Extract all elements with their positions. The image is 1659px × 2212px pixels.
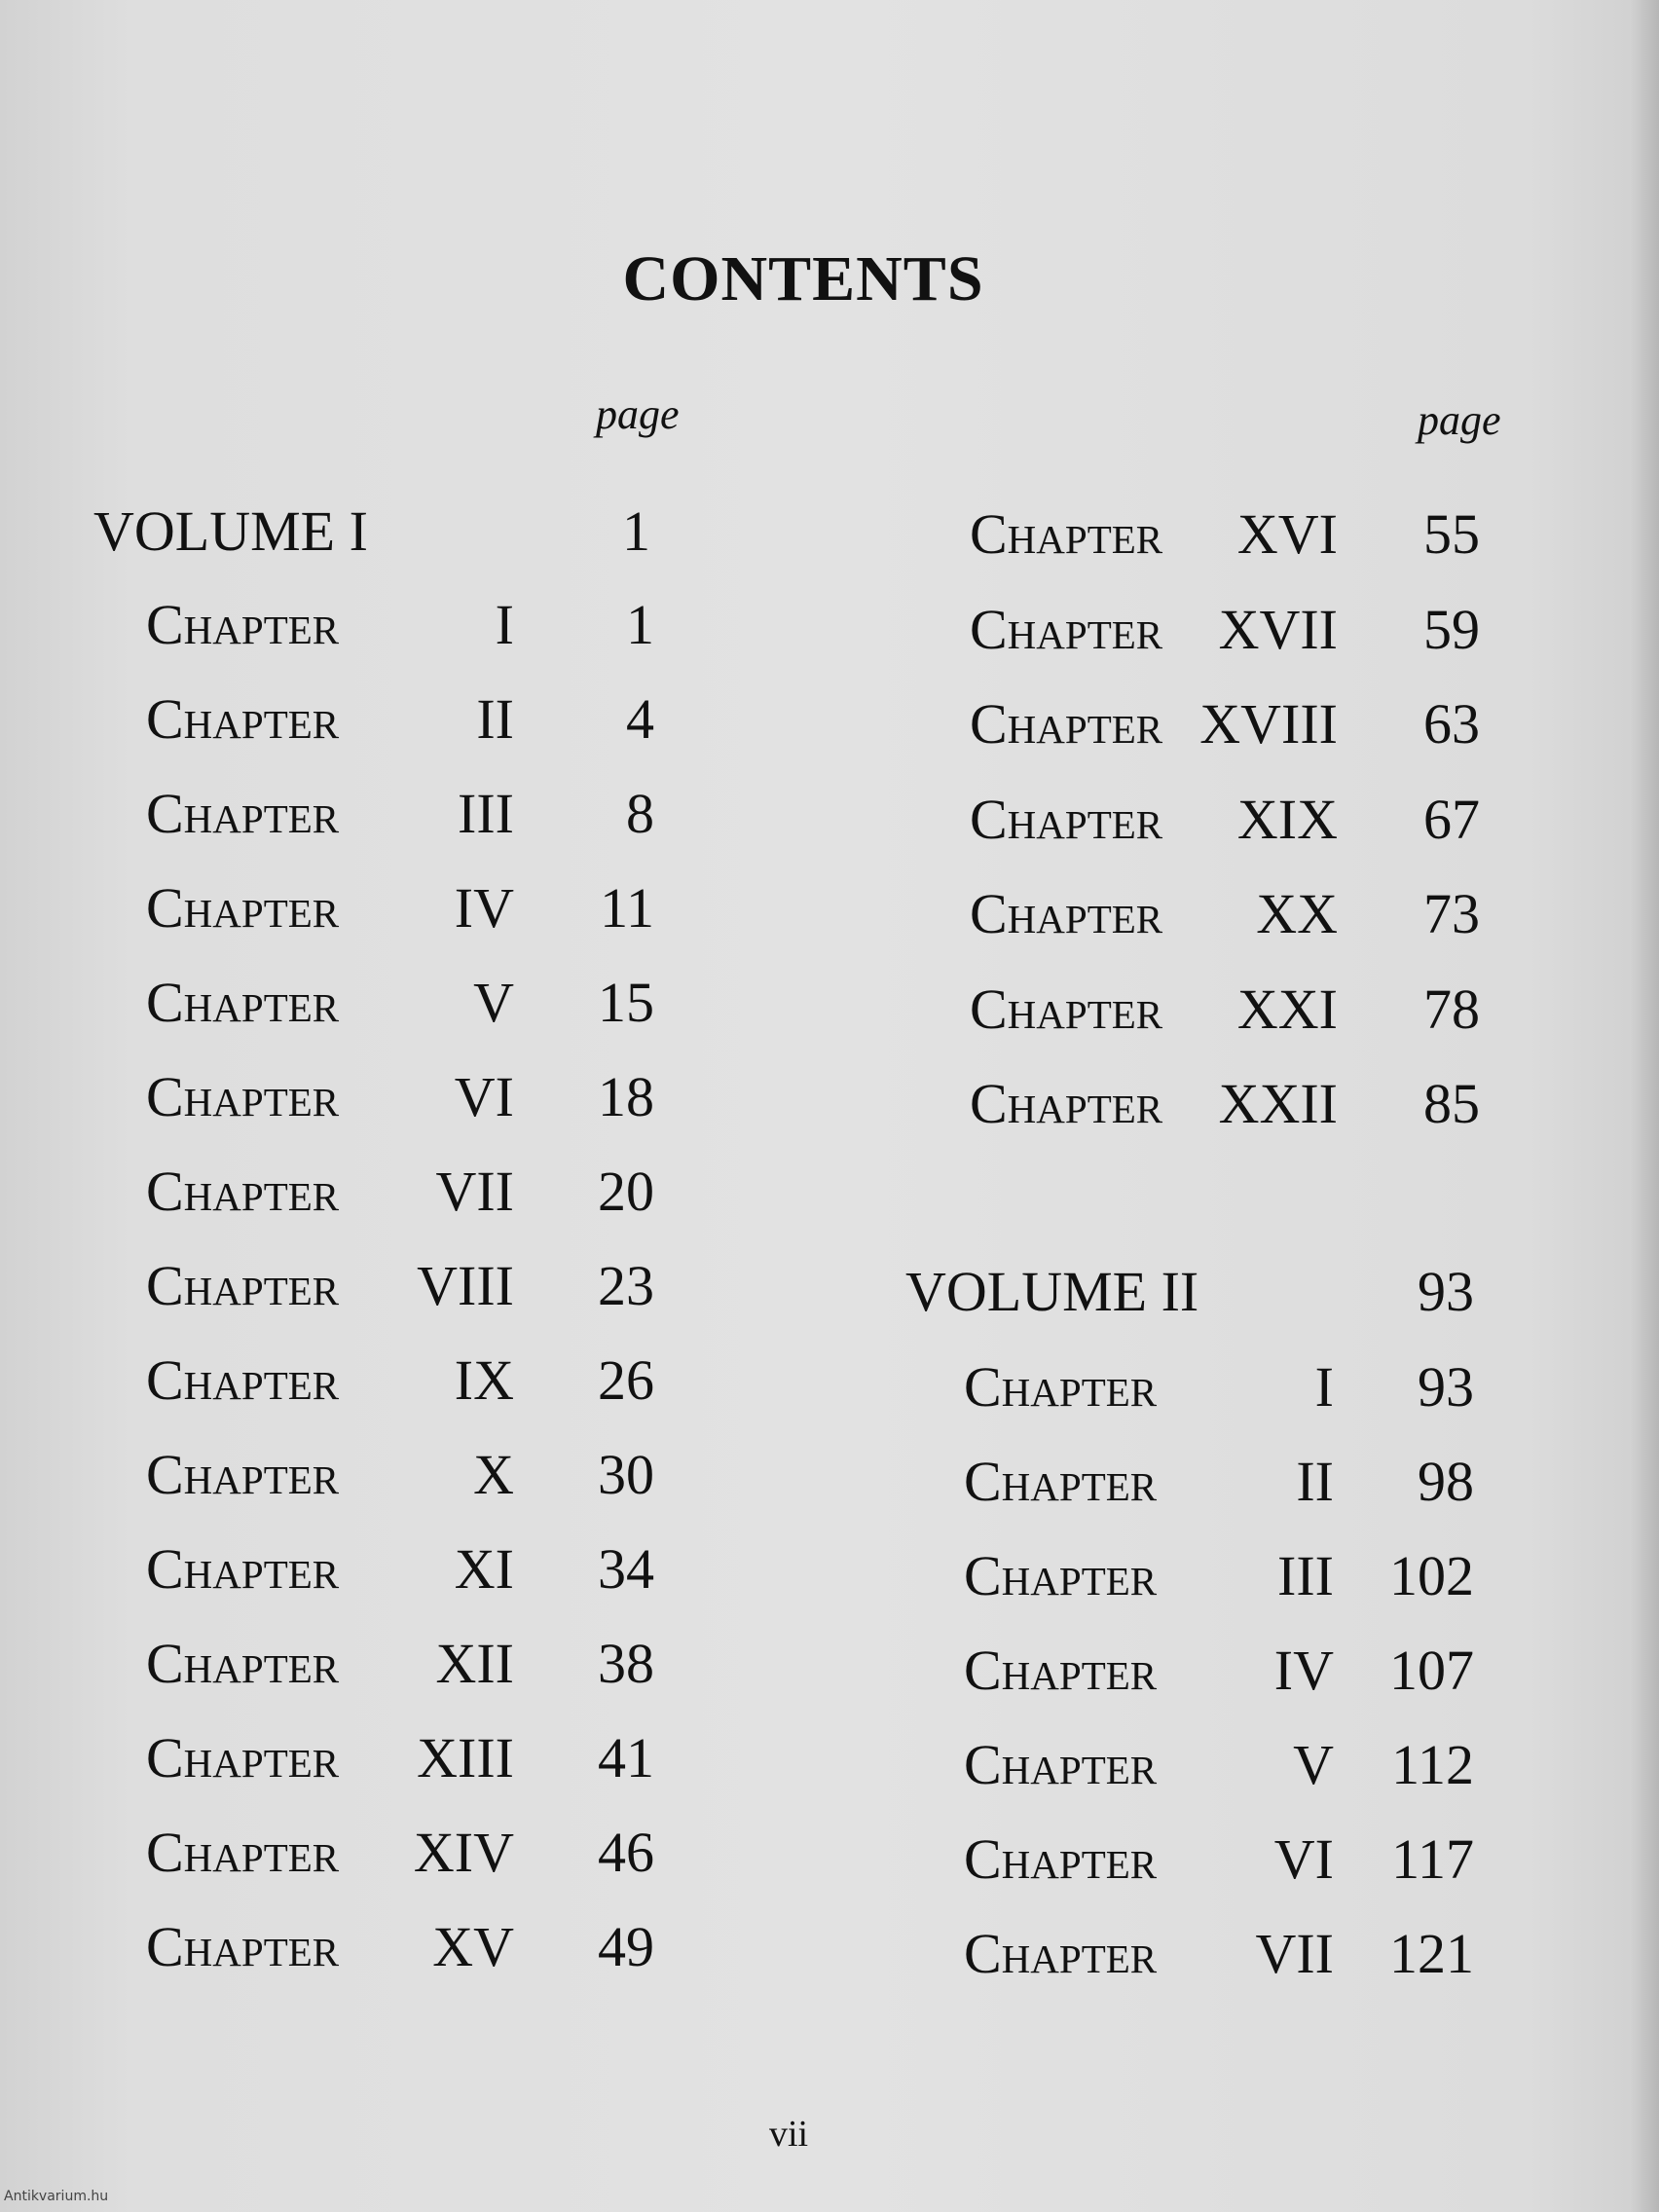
chapter-roman-numeral: VII [435,1160,514,1223]
chapter-row [0,786,1659,854]
chapter-label: Chapter [146,1726,340,1789]
chapter-roman-numeral: XIII [417,1726,514,1789]
page-number: vii [768,2114,809,2155]
chapter-roman-numeral: IX [454,1348,514,1412]
chapter-page-number: 26 [598,1348,654,1412]
chapter-row [0,1542,1659,1610]
chapter-roman-numeral: VII [1255,1922,1334,1985]
chapter-label: Chapter [146,876,340,940]
chapter-label: Chapter [970,502,1163,566]
chapter-page-number: 112 [1391,1733,1474,1796]
chapter-roman-numeral: XX [1256,882,1338,945]
chapter-row [0,880,1659,948]
chapter-label: Chapter [970,692,1163,756]
chapter-row [0,1825,1659,1894]
chapter-page-number: 1 [626,593,654,656]
chapter-roman-numeral: XVII [1218,597,1338,661]
volume-2-row [905,1258,1490,1326]
volume-label: VOLUME II [905,1260,1199,1323]
chapter-label: Chapter [964,1827,1158,1891]
chapter-label: Chapter [964,1544,1158,1607]
chapter-page-number: 23 [598,1254,654,1317]
chapter-row [0,1070,1659,1138]
chapter-label: Chapter [146,1632,340,1695]
chapter-page-number: 98 [1418,1450,1474,1513]
chapter-label: Chapter [146,687,340,751]
chapter-roman-numeral: IV [1273,1639,1334,1702]
page-title: CONTENTS [622,243,984,315]
chapter-page-number: 55 [1423,502,1480,566]
volume-label: VOLUME I [93,499,368,563]
chapter-row [0,1637,1659,1705]
chapter-roman-numeral: V [1293,1733,1334,1796]
chapter-roman-numeral: XVIII [1199,692,1338,756]
chapter-label: Chapter [146,1443,340,1506]
chapter-roman-numeral: XII [435,1632,514,1695]
chapter-label: Chapter [146,782,340,845]
chapter-row [0,1353,1659,1421]
chapter-label: Chapter [964,1639,1158,1702]
chapter-roman-numeral: I [1314,1355,1334,1419]
chapter-label: Chapter [146,1348,340,1412]
chapter-row [0,500,1659,569]
chapter-roman-numeral: I [495,593,514,656]
chapter-page-number: 59 [1423,597,1480,661]
chapter-label: Chapter [146,1065,340,1128]
chapter-page-number: 85 [1423,1072,1480,1135]
chapter-roman-numeral: III [458,782,514,845]
chapter-row [0,1731,1659,1799]
chapter-row [0,976,1659,1044]
chapter-roman-numeral: VI [1273,1827,1334,1891]
chapter-roman-numeral: VIII [417,1254,514,1317]
chapter-row [0,1920,1659,1988]
chapter-label: Chapter [146,1821,340,1884]
watermark-text: Antikvarium.hu [4,2189,109,2204]
chapter-label: Chapter [970,597,1163,661]
chapter-roman-numeral: XXII [1218,1072,1338,1135]
chapter-label: Chapter [964,1450,1158,1513]
chapter-label: Chapter [146,1915,340,1978]
chapter-page-number: 41 [598,1726,654,1789]
chapter-page-number: 11 [600,876,654,940]
chapter-roman-numeral: V [473,971,514,1034]
chapter-label: Chapter [146,593,340,656]
chapter-roman-numeral: XV [432,1915,514,1978]
chapter-roman-numeral: X [473,1443,514,1506]
volume-page: 1 [622,499,650,563]
chapter-page-number: 34 [598,1537,654,1601]
chapter-label: Chapter [964,1922,1158,1985]
right-page-label: page [1418,396,1501,444]
chapter-roman-numeral: II [1296,1450,1334,1513]
chapter-row [0,690,1659,758]
chapter-page-number: 46 [598,1821,654,1884]
chapter-label: Chapter [146,1160,340,1223]
chapter-roman-numeral: XI [454,1537,514,1601]
chapter-roman-numeral: XVI [1236,502,1338,566]
chapter-label: Chapter [146,1537,340,1601]
chapter-page-number: 18 [598,1065,654,1128]
chapter-page-number: 78 [1423,977,1480,1041]
chapter-row [0,1158,1659,1226]
chapter-page-number: 102 [1389,1544,1474,1607]
chapter-page-number: 30 [598,1443,654,1506]
chapter-label: Chapter [964,1355,1158,1419]
chapter-page-number: 38 [598,1632,654,1695]
chapter-page-number: 63 [1423,692,1480,756]
chapter-page-number: 121 [1389,1922,1474,1985]
volume-page: 93 [1418,1260,1474,1323]
chapter-roman-numeral: IV [454,876,514,940]
chapter-label: Chapter [970,1072,1163,1135]
chapter-roman-numeral: II [476,687,514,751]
chapter-page-number: 117 [1391,1827,1474,1891]
chapter-page-number: 67 [1423,787,1480,851]
chapter-label: Chapter [970,977,1163,1041]
chapter-label: Chapter [146,971,340,1034]
chapter-roman-numeral: VI [454,1065,514,1128]
chapter-label: Chapter [146,1254,340,1317]
chapter-label: Chapter [964,1733,1158,1796]
chapter-roman-numeral: III [1277,1544,1334,1607]
chapter-page-number: 49 [598,1915,654,1978]
chapter-roman-numeral: XXI [1236,977,1338,1041]
chapter-page-number: 8 [626,782,654,845]
chapter-page-number: 93 [1418,1355,1474,1419]
chapter-page-number: 4 [626,687,654,751]
left-page-label: page [596,390,680,438]
chapter-page-number: 20 [598,1160,654,1223]
chapter-row [0,1448,1659,1516]
chapter-page-number: 107 [1389,1639,1474,1702]
chapter-roman-numeral: XIX [1236,787,1338,851]
chapter-page-number: 15 [598,971,654,1034]
chapter-label: Chapter [970,787,1163,851]
chapter-roman-numeral: XIV [413,1821,514,1884]
chapter-row [0,596,1659,664]
chapter-page-number: 73 [1423,882,1480,945]
chapter-label: Chapter [970,882,1163,945]
